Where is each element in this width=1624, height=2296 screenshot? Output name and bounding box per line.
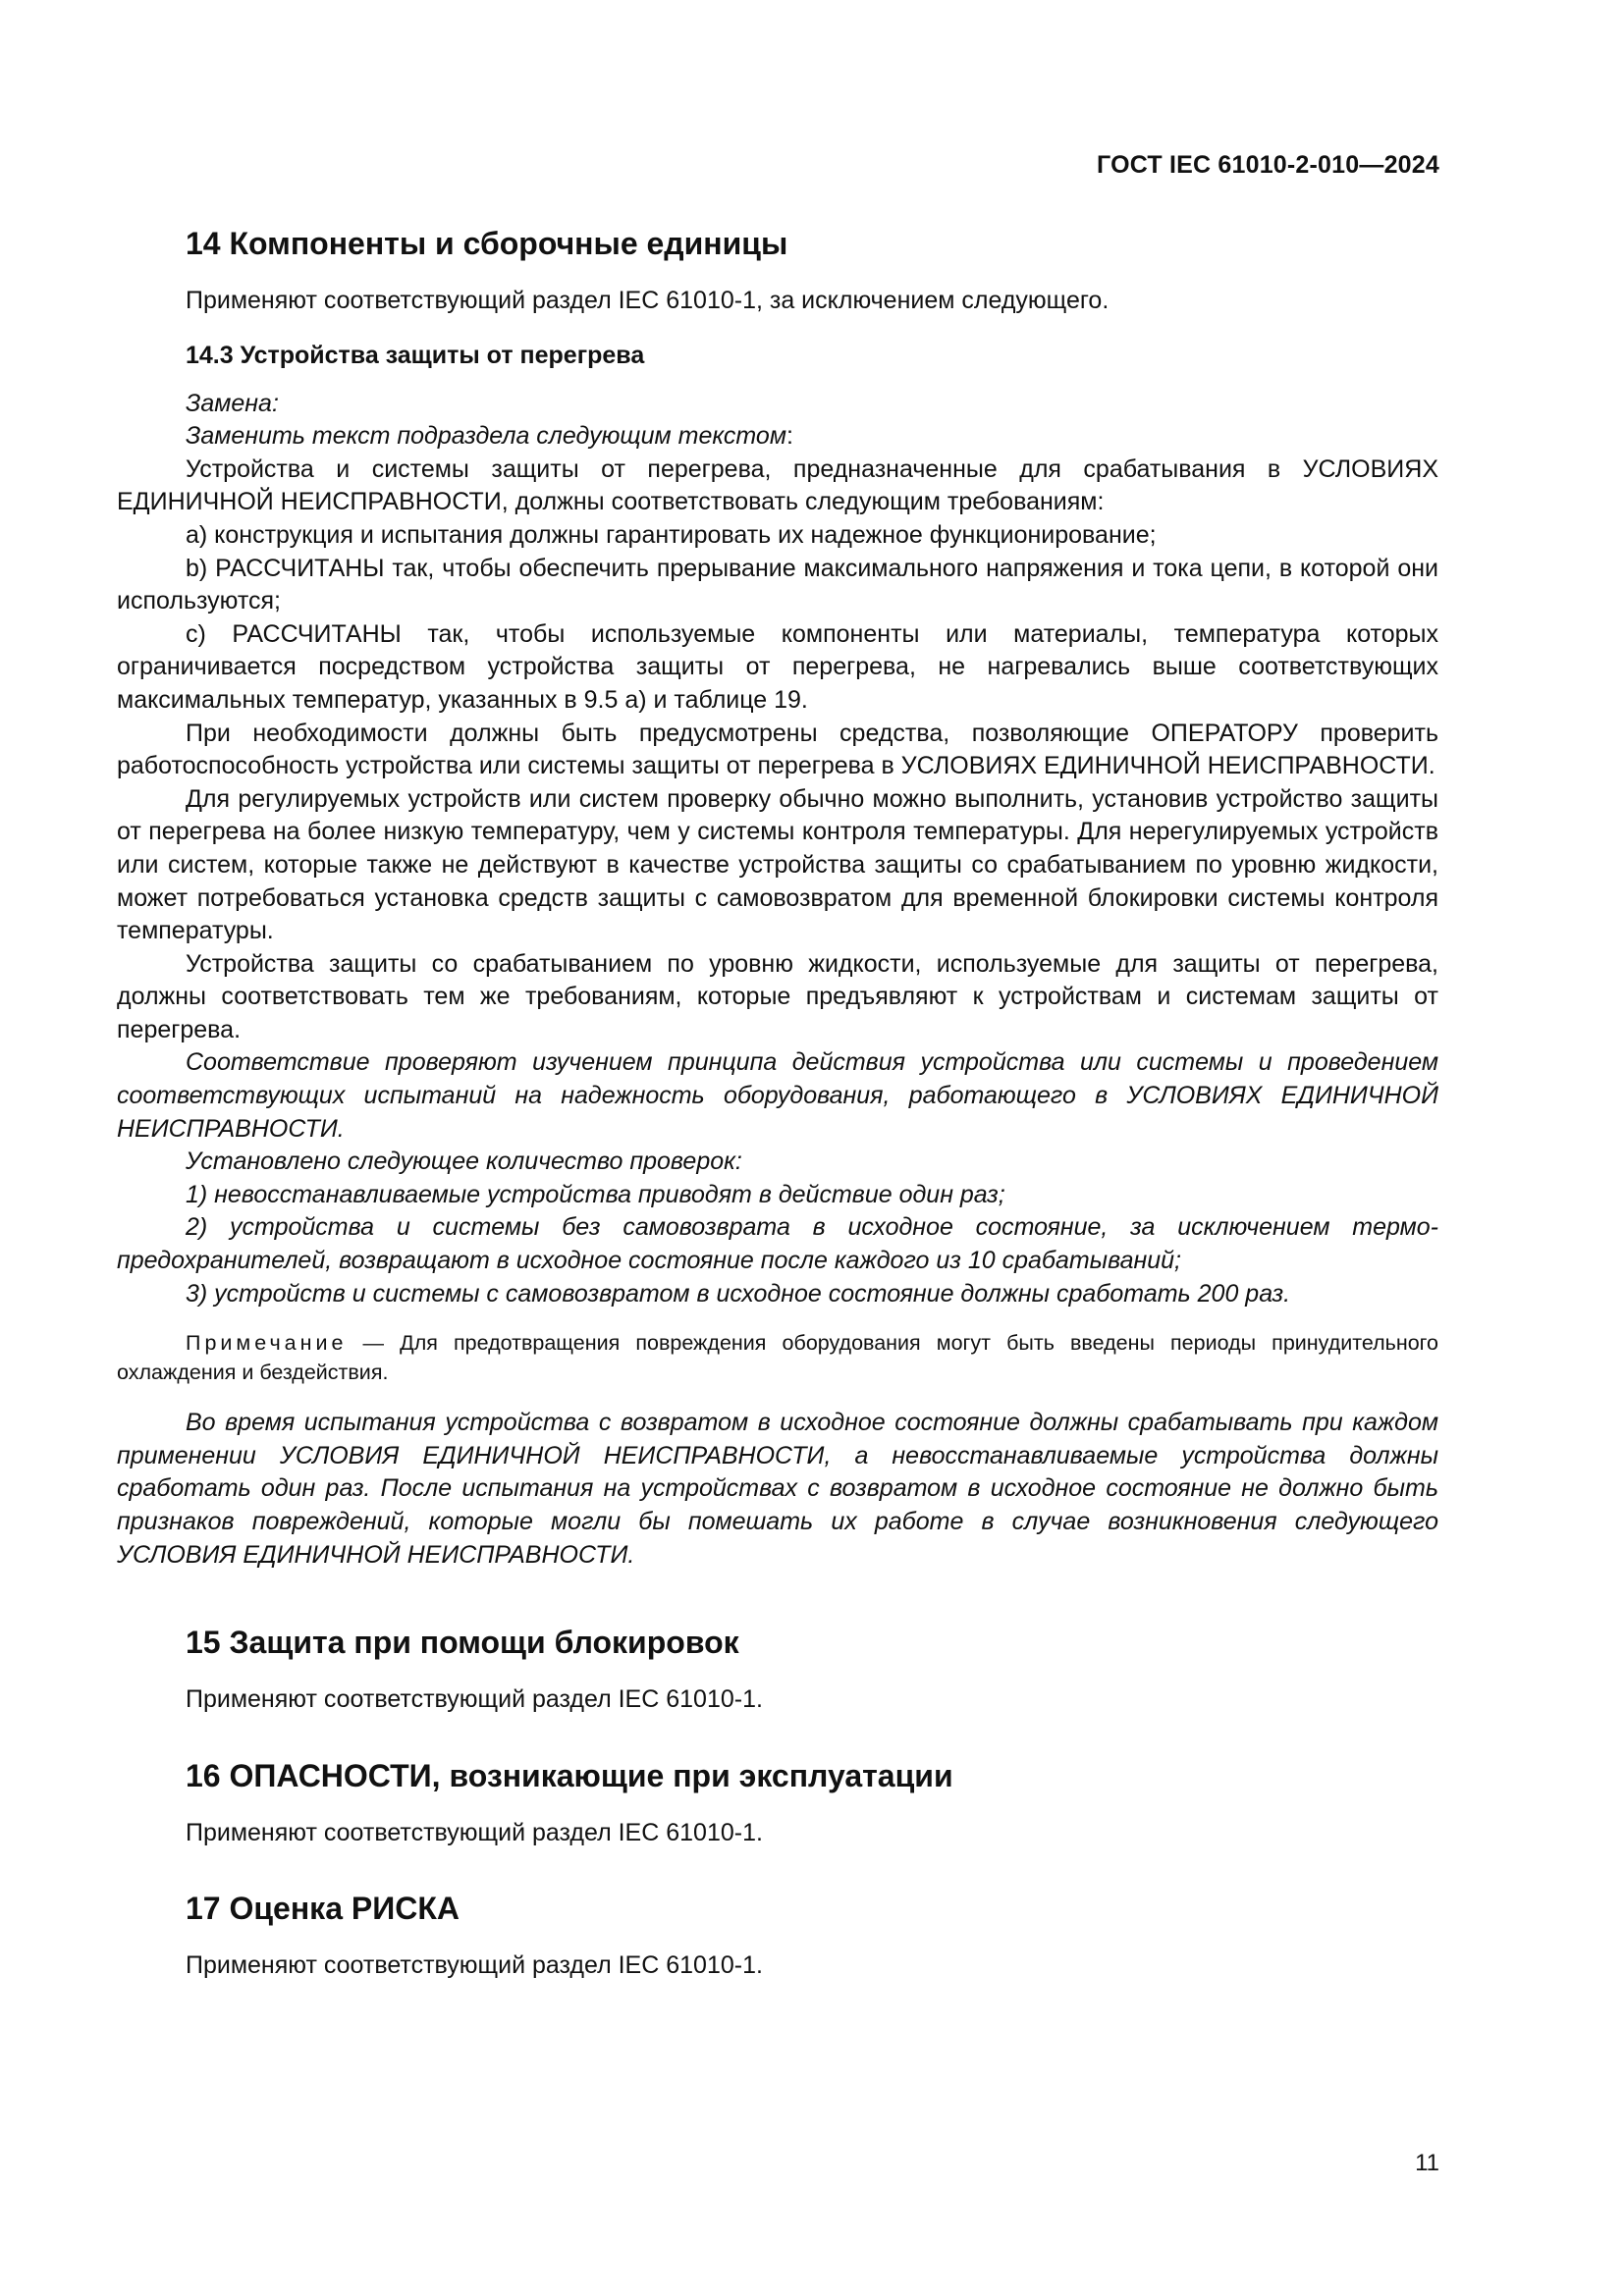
section-17-title: 17 Оценка РИСКА	[186, 1891, 460, 1927]
section-17-text: Применяют соответствующий раздел IEC 61010-1.	[186, 1951, 763, 1980]
list-item-a: a) конструкция и испытания должны гарантировать их надежное функционирование;	[186, 520, 1157, 549]
page-content	[117, 224, 1438, 1983]
replacement-label: Замена:	[186, 389, 279, 417]
subsection-14-3-title: 14.3 Устройства защиты от перегрева	[186, 341, 645, 369]
page-number: 11	[1415, 2150, 1439, 2176]
check-item-1: 1) невосстанавливаемые устройства приводят в действие один раз;	[186, 1180, 1005, 1208]
note-label: Примечание	[186, 1331, 348, 1356]
replace-text-line	[117, 420, 1438, 454]
check-count-label: Установлено следующее количество проверок:	[186, 1148, 742, 1176]
replace-text-label: Заменить текст подраздела следующим текстом	[186, 422, 786, 451]
test-procedure-paragraph: Во время испытания устройства с возвратом в исходное состояние должны срабатывать при каждом применении УСЛОВИЯ ЕДИНИЧНОЙ НЕИСПРАВНОСТИ, а невосстанавливаемые устройства должны сработать один раз. После испытания на устройствах с возвратом в исходное состояние не должно быть признаков повреждений, которые могли бы помешать их работе в случае возникновения следующего УСЛОВИЯ ЕДИНИЧНОЙ НЕИСПРАВНОСТИ.	[117, 1409, 1438, 1569]
section-15-text: Применяют соответствующий раздел IEC 61010-1.	[186, 1685, 763, 1714]
section-14-title: 14 Компоненты и сборочные единицы	[186, 226, 788, 261]
list-item-c: c) РАССЧИТАНЫ так, чтобы используемые компоненты или материалы, температура которых ограничивается посредством устройства защиты от перегрева, не нагревались выше соответствующих максимальных температур, указанных в 9.5 a) и таблице 19.	[117, 619, 1438, 714]
note	[117, 1328, 1438, 1387]
document-code-header: ГОСТ IEC 61010-2-010—2024	[1097, 151, 1439, 179]
paragraph-adjustable-devices: Для регулируемых устройств или систем проверку обычно можно выполнить, установив устройство защиты от перегрева на более низкую температуру, чем у системы контроля температуры. Для нерегулируемых устройств или систем, которые также не действуют в качестве устройства защиты со срабатыванием по уровню жидкости, может потребоваться установка средств защиты с самовозвратом для временной блокировки системы контроля температуры.	[117, 784, 1438, 945]
section-14-intro: Применяют соответствующий раздел IEC 61010-1, за исключением следующего.	[186, 287, 1110, 314]
paragraph-operator-check: При необходимости должны быть предусмотрены средства, позволяющие ОПЕРАТОРУ проверить работоспособность устройства или системы защиты от перегрева в УСЛОВИЯХ ЕДИНИЧНОЙ НЕИСПРАВНОСТИ.	[117, 719, 1438, 780]
list-item-b: b) РАССЧИТАНЫ так, чтобы обеспечить прерывание максимального напряжения и тока цепи, в которой они используются;	[117, 554, 1438, 615]
check-item-2: 2) устройства и системы без самовозврата в исходное состояние, за исключением термопредохранителей, возвращают в исходное состояние после каждого из 10 срабатываний;	[117, 1213, 1438, 1275]
paragraph-requirements: Устройства и системы защиты от перегрева, предназначенные для срабатывания в УСЛОВИЯХ ЕДИНИЧНОЙ НЕИСПРАВНОСТИ, должны соответствовать следующим требованиям:	[117, 454, 1438, 516]
compliance-check-paragraph: Соответствие проверяют изучением принципа действия устройства или системы и проведением соответствующих испытаний на надежность оборудования, работающего в УСЛОВИЯХ ЕДИНИЧНОЙ НЕИСПРАВНОСТИ.	[117, 1048, 1438, 1143]
check-item-3: 3) устройств и системы с самовозвратом в исходное состояние должны сработать 200 раз.	[186, 1279, 1291, 1308]
paragraph-liquid-level: Устройства защиты со срабатыванием по уровню жидкости, используемые для защиты от перегрева, должны соответствовать тем же требованиям, которые предъявляют к устройствам и системам защиты от перегрева.	[117, 949, 1438, 1043]
note-text: — Для предотвращения повреждения оборудования могут быть введены периоды принудительного охлаждения и бездействия.	[117, 1331, 1438, 1385]
replace-text-colon: :	[785, 422, 793, 451]
section-16-text: Применяют соответствующий раздел IEC 61010-1.	[186, 1818, 763, 1846]
section-15-title: 15 Защита при помощи блокировок	[186, 1625, 739, 1661]
section-16-title: 16 ОПАСНОСТИ, возникающие при эксплуатации	[186, 1757, 953, 1793]
